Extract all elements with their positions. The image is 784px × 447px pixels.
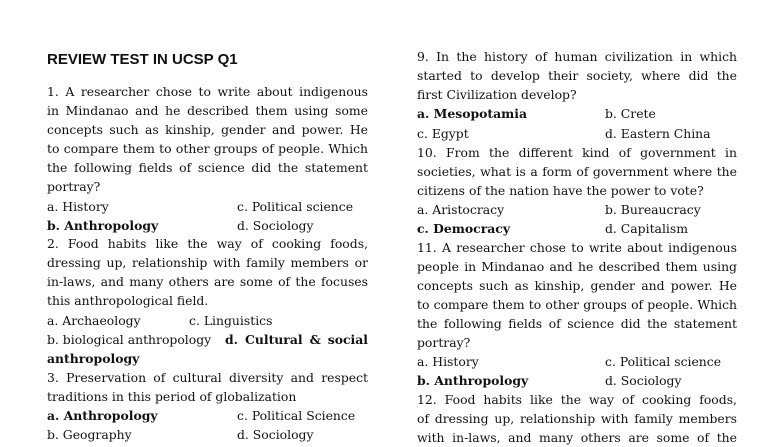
question-10-line: citizens of the nation have the power to vote?: [417, 183, 704, 198]
q10-option-b: b. Bureaucracy: [605, 202, 701, 217]
q9-option-d: d. Eastern China: [605, 126, 711, 141]
question-9-line: first Civilization develop?: [417, 87, 577, 102]
q1-option-b-answer: b. Anthropology: [47, 218, 159, 233]
question-2-line: this anthropological field.: [47, 293, 209, 308]
question-1-line: concepts such as kinship, gender and power. He: [47, 122, 368, 137]
q10-option-c-answer: c. Democracy: [417, 221, 511, 236]
q3-option-a-answer: a. Anthropology: [47, 408, 158, 423]
q1-option-c: c. Political science: [237, 199, 354, 214]
question-2-line: 2. Food habits like the way of cooking foods,: [47, 236, 368, 251]
q1-option-a: a. History: [47, 199, 109, 214]
q11-option-a: a. History: [417, 354, 479, 369]
question-11-line: 11. A researcher chose to write about indigenous: [417, 240, 737, 255]
q1-option-d: d. Sociology: [237, 218, 314, 233]
q2-option-d-answer-cont: anthropology: [47, 351, 140, 366]
q10-option-a: a. Aristocracy: [417, 202, 505, 217]
question-1-line: portray?: [47, 179, 101, 194]
question-1-line: in Mindanao and he described them using some: [47, 103, 368, 118]
question-11-line: the following fields of science did the statement: [417, 316, 737, 331]
question-9-line: started to develop their society, where did the: [417, 68, 737, 83]
q9-option-a-answer: a. Mesopotamia: [417, 106, 528, 121]
question-11-line: people in Mindanao and he described them using: [417, 259, 737, 274]
question-12-line: 12. Food habits like the way of cooking foods,: [417, 392, 737, 407]
question-11-line: portray?: [417, 335, 471, 350]
q11-option-d: d. Sociology: [605, 373, 682, 388]
question-12-line: with in-laws, and many others are some of the: [417, 430, 737, 445]
question-9-line: 9. In the history of human civilization in which: [417, 49, 737, 64]
question-11-line: to compare them to other groups of people. Which: [417, 297, 737, 312]
q9-option-b: b. Crete: [605, 106, 656, 121]
q2-option-c: c. Linguistics: [189, 313, 273, 328]
question-3-line: traditions in this period of globalization: [47, 389, 297, 404]
q2-option-b: b. biological anthropology: [47, 332, 212, 347]
q11-option-c: c. Political science: [605, 354, 722, 369]
q3-option-d: d. Sociology: [237, 427, 314, 442]
q11-option-b-answer: b. Anthropology: [417, 373, 529, 388]
q9-option-c: c. Egypt: [417, 126, 469, 141]
q3-option-b: b. Geography: [47, 427, 132, 442]
q3-option-c: c. Political Science: [237, 408, 356, 423]
question-10-line: 10. From the different kind of government in: [417, 145, 737, 160]
q2-option-a: a. Archaeology: [47, 313, 141, 328]
q2-option-d-answer: d. Cultural & social: [225, 332, 368, 347]
question-2-line: dressing up, relationship with family members or: [47, 255, 368, 270]
question-3-line: 3. Preservation of cultural diversity and respect: [47, 370, 368, 385]
q10-option-d: d. Capitalism: [605, 221, 688, 236]
question-2-line: in-laws, and many others are some of the focuses: [47, 274, 368, 289]
question-1-line: to compare them to other groups of people. Which: [47, 141, 368, 156]
page-title: REVIEW TEST IN UCSP Q1: [47, 51, 238, 68]
question-11-line: concepts such as kinship, gender and power. He: [417, 278, 737, 293]
question-1-line: the following fields of science did the statement: [47, 160, 368, 175]
question-12-line: of dressing up, relationship with family members: [417, 411, 737, 426]
question-10-line: societies, what is a form of government where the: [417, 164, 737, 179]
question-1-line: 1. A researcher chose to write about indigenous: [47, 84, 368, 99]
